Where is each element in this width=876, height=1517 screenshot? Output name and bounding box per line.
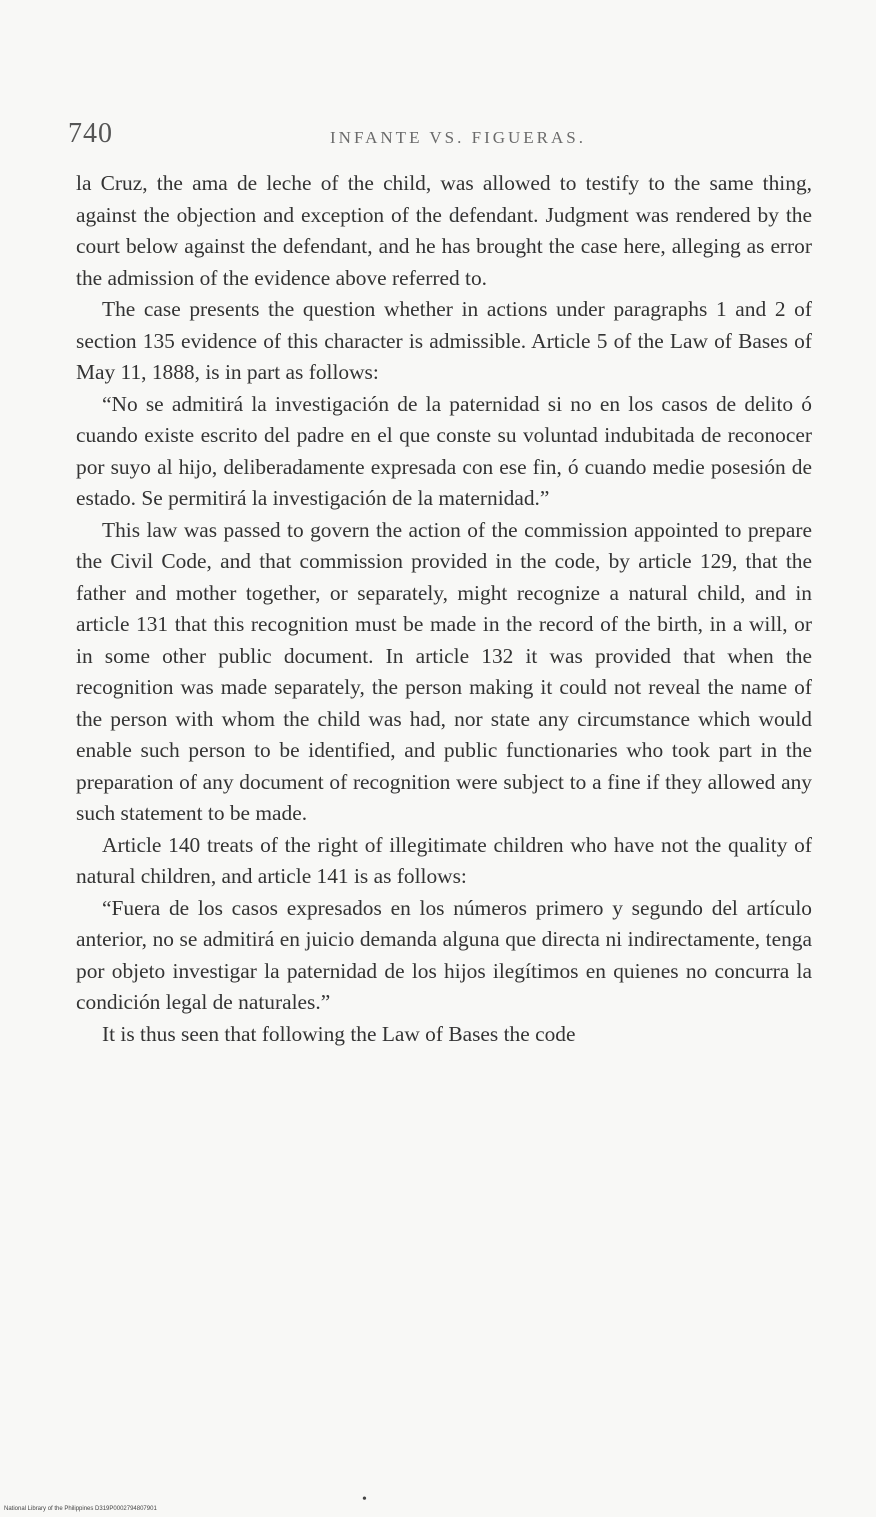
quotation-law-of-bases: “No se admitirá la investigación de la paternidad si no en los casos de delito ó cuando existe escrito del padre en el que conste su voluntad indubitada de reconocer por suyo al hijo, deliberadamente expresada con ese fin, ó cuando medie posesión de estado. Se permitirá la investigación de la maternidad.” [76,391,812,510]
footer-mark: • [362,1492,367,1507]
running-head: INFANTE VS. FIGUERAS. [330,128,587,147]
footer-credit: National Library of the Philippines D319P0002794807901 [4,1506,157,1512]
body-text [76,168,812,1050]
paragraph-civil-code: This law was passed to govern the action of the commission appointed to prepare the Civil Code, and that commission provided in the code, by article 129, that the father and mother together, or separately, might recognize a natural child, and in article 131 that this recognition must be made in the record of the birth, in a will, or in some other public document. In article 132 it was provided that when the recognition was made separately, the person making it could not reveal the name of the person with whom the child was had, nor state any circumstance which would enable such person to be identified, and public functionaries who took part in the preparation of any document of recognition were subject to a fine if they allowed any such statement to be made. [76,517,812,825]
quotation-article-141: “Fuera de los casos expresados en los números primero y segundo del artículo anterior, no se admitirá en juicio demanda alguna que directa ni indirectamente, tenga por objeto investigar la paternidad de los hijos ilegítimos en quienes no concurra la condición legal de naturales.” [76,895,812,1014]
paragraph-question: The case presents the question whether in actions under paragraphs 1 and 2 of section 135 evidence of this character is admissible. Article 5 of the Law of Bases of May 11, 1888, is in part as follows: [76,297,812,384]
paragraph-conclusion: It is thus seen that following the Law of Bases the code [102,1021,576,1046]
page-number: 740 [68,118,113,149]
paragraph-continuation: la Cruz, the ama de leche of the child, was allowed to testify to the same thing, against the objection and exception of the defendant. Judgment was rendered by the court below against the defendant, and he has brought the case here, alleging as error the admission of the evidence above referred to. [76,171,812,290]
paragraph-article-140: Article 140 treats of the right of illegitimate children who have not the quality of natural children, and article 141 is as follows: [76,832,812,888]
